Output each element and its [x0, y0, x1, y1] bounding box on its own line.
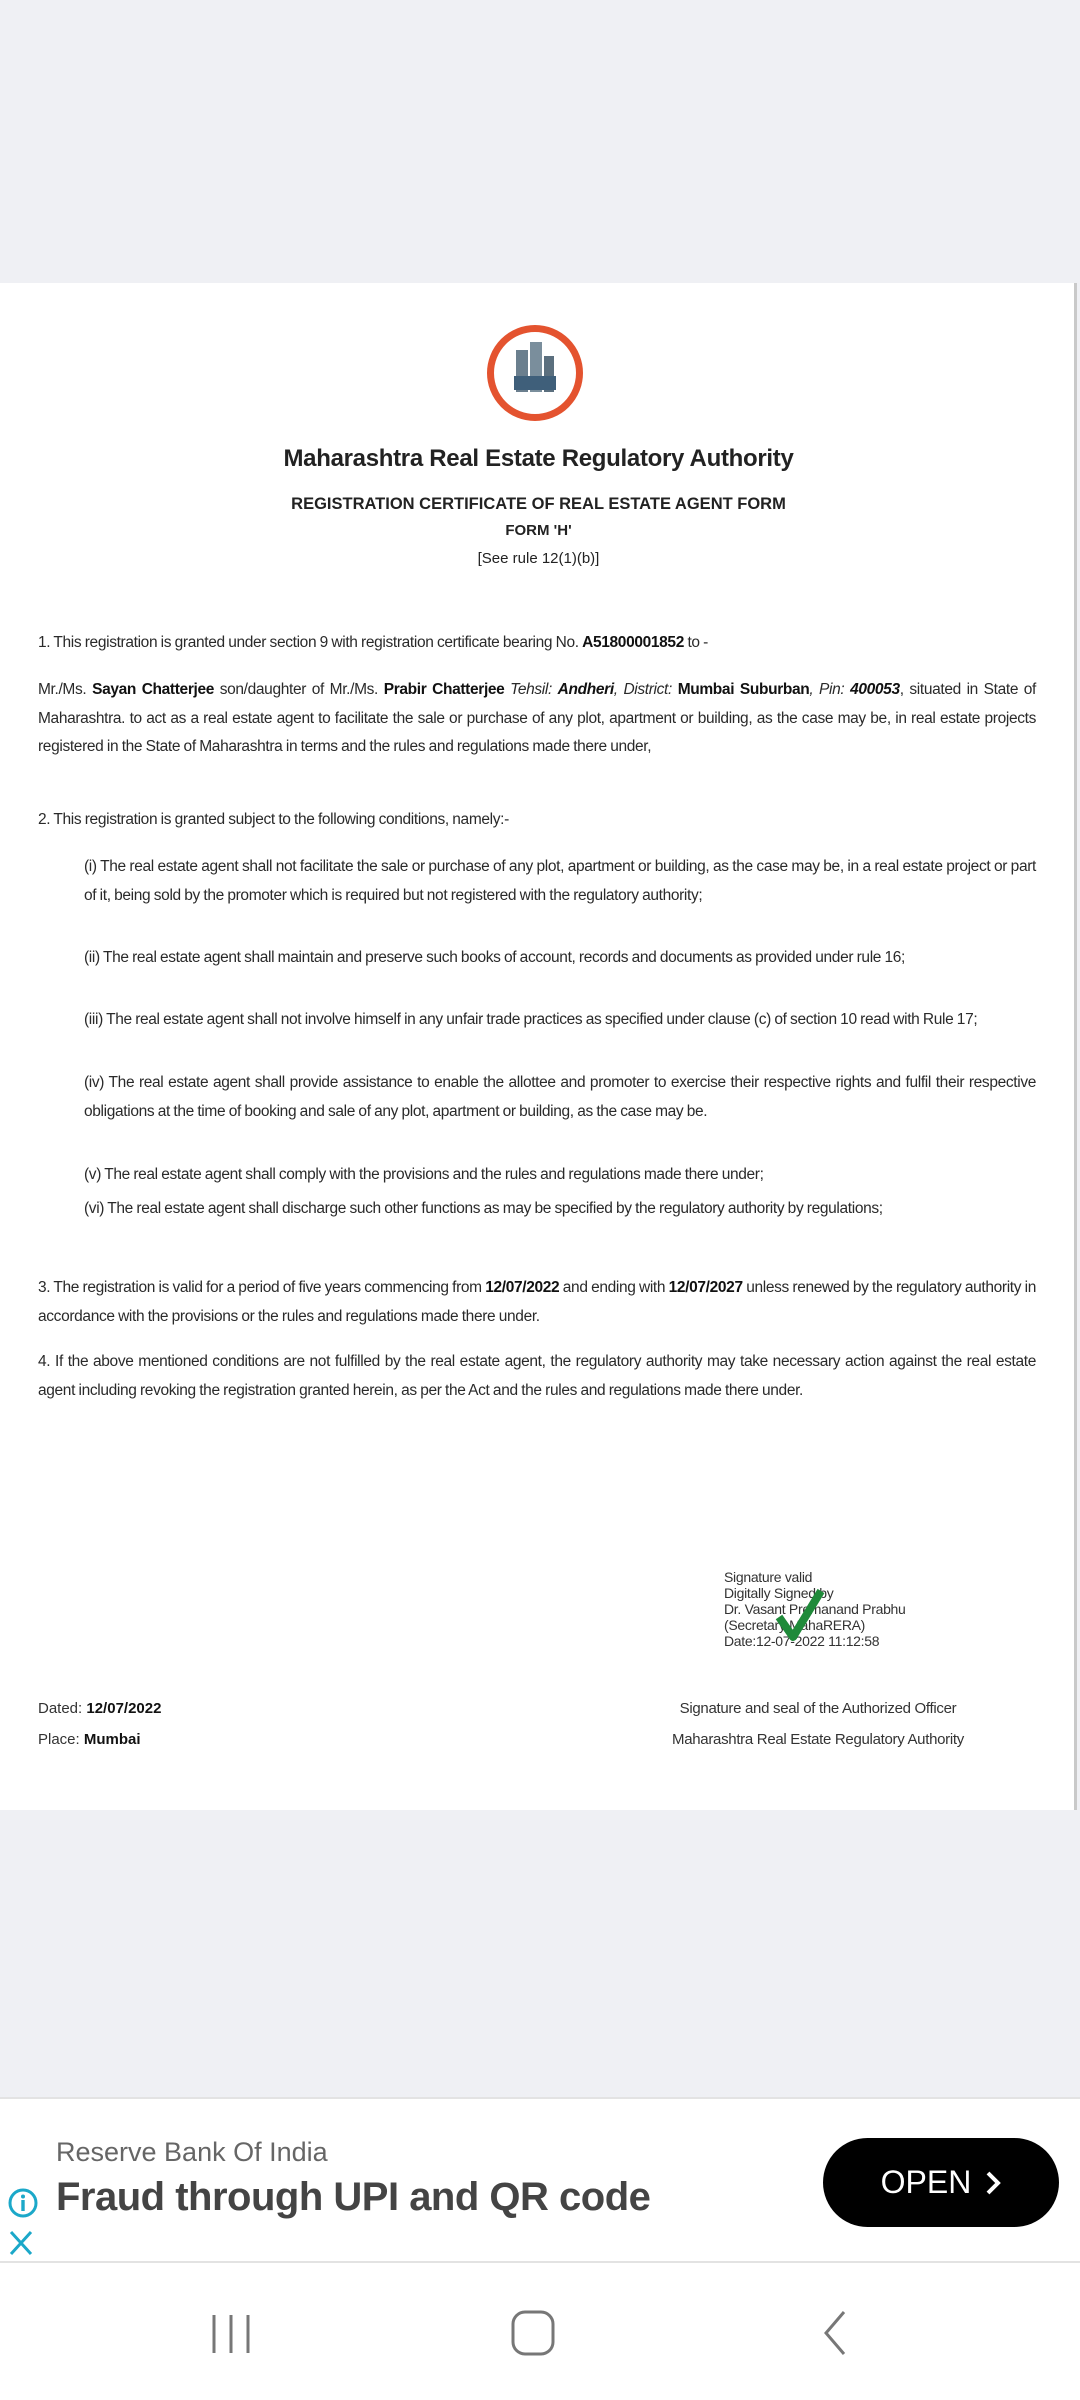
- system-navigation-bar: [0, 2263, 1080, 2400]
- registration-number: A51800001852: [582, 634, 684, 651]
- clause-2: 2. This registration is granted subject to the following conditions, namely:-: [38, 811, 509, 828]
- form-title: REGISTRATION CERTIFICATE OF REAL ESTATE AGENT FORM: [291, 495, 786, 513]
- ad-headline[interactable]: Fraud through UPI and QR code: [56, 2175, 651, 2219]
- condition-i: (i) The real estate agent shall not facilitate the sale or purchase of any plot, apartment or building, as the case may be, in a real estate project or part of it, being sold by the promoter which is required but not registered with the regulatory authority;: [84, 858, 1036, 904]
- dated: Dated: 12/07/2022: [38, 1700, 162, 1717]
- condition-ii: (ii) The real estate agent shall maintain and preserve such books of account, records and documents as provided under rule 16;: [84, 949, 906, 966]
- back-icon[interactable]: [820, 2309, 850, 2357]
- chevron-right-icon: [985, 2170, 1001, 2196]
- recent-apps-icon[interactable]: [208, 2311, 254, 2357]
- ad-advertiser: Reserve Bank Of India: [56, 2137, 328, 2167]
- clause-4: 4. If the above mentioned conditions are not fulfilled by the real estate agent, the regulatory authority may take necessary action against the real estate agent including revoking the registration granted herein, as per the Act and the rules and regulations made there under.: [38, 1353, 1036, 1399]
- agent-details: Mr./Ms. Sayan Chatterjee son/daughter of Mr./Ms. Prabir Chatterjee Tehsil: Andheri, District: Mumbai Suburban, Pin: 400053, situated in State of Maharashtra. to act as a real estate agent to facilitate the sale or purchase of any plot, apartment or building, as the case may be, in real estate projects registered in the State of Maharashtra in terms and the rules and regulations made there under,: [38, 681, 1037, 755]
- form-name: FORM 'H': [505, 522, 572, 539]
- ad-open-label: OPEN: [880, 2164, 972, 2200]
- condition-iii: (iii) The real estate agent shall not involve himself in any unfair trade practices as specified under clause (c) of section 10 read with Rule 17;: [84, 1011, 978, 1028]
- condition-v: (v) The real estate agent shall comply with the provisions and the rules and regulations made there under;: [84, 1166, 764, 1183]
- certificate-document: [0, 283, 1077, 1810]
- digital-signature: Signature valid Digitally Signed by Dr. Vasant Premanand Prabhu (Secretary MahaRERA) Date:12-07-2022 11:12:58: [724, 1569, 906, 1649]
- home-icon[interactable]: [510, 2309, 556, 2357]
- officer-signature-label: Signature and seal of the Authorized Officer: [679, 1700, 957, 1717]
- condition-vi: (vi) The real estate agent shall discharge such other functions as may be specified by the regulatory authority by regulations;: [84, 1200, 883, 1217]
- maharera-logo: [487, 325, 583, 421]
- officer-authority-label: Maharashtra Real Estate Regulatory Authority: [672, 1731, 964, 1748]
- ad-open-button[interactable]: [823, 2138, 1059, 2227]
- place: Place: Mumbai: [38, 1731, 141, 1748]
- clause-3: 3. The registration is valid for a period of five years commencing from 12/07/2022 and ending with 12/07/2027 unless renewed by the regulatory authority in accordance with the provisions or the rules and regulations made there under.: [38, 1279, 1036, 1325]
- condition-iv: (iv) The real estate agent shall provide assistance to enable the allottee and promoter to exercise their respective rights and fulfil their respective obligations at the time of booking and sale of any plot, apartment or building, as the case may be.: [84, 1074, 1036, 1120]
- clause-1: 1. This registration is granted under section 9 with registration certificate bearing No. A51800001852 to -: [38, 634, 708, 651]
- ad-close-icon[interactable]: [8, 2229, 34, 2257]
- ad-banner[interactable]: [0, 2097, 1080, 2263]
- signature-valid-check-icon: [775, 1587, 825, 1643]
- ad-info-icon[interactable]: [7, 2187, 39, 2219]
- authority-title: Maharashtra Real Estate Regulatory Authority: [283, 445, 794, 472]
- rule-reference: [See rule 12(1)(b)]: [477, 550, 600, 567]
